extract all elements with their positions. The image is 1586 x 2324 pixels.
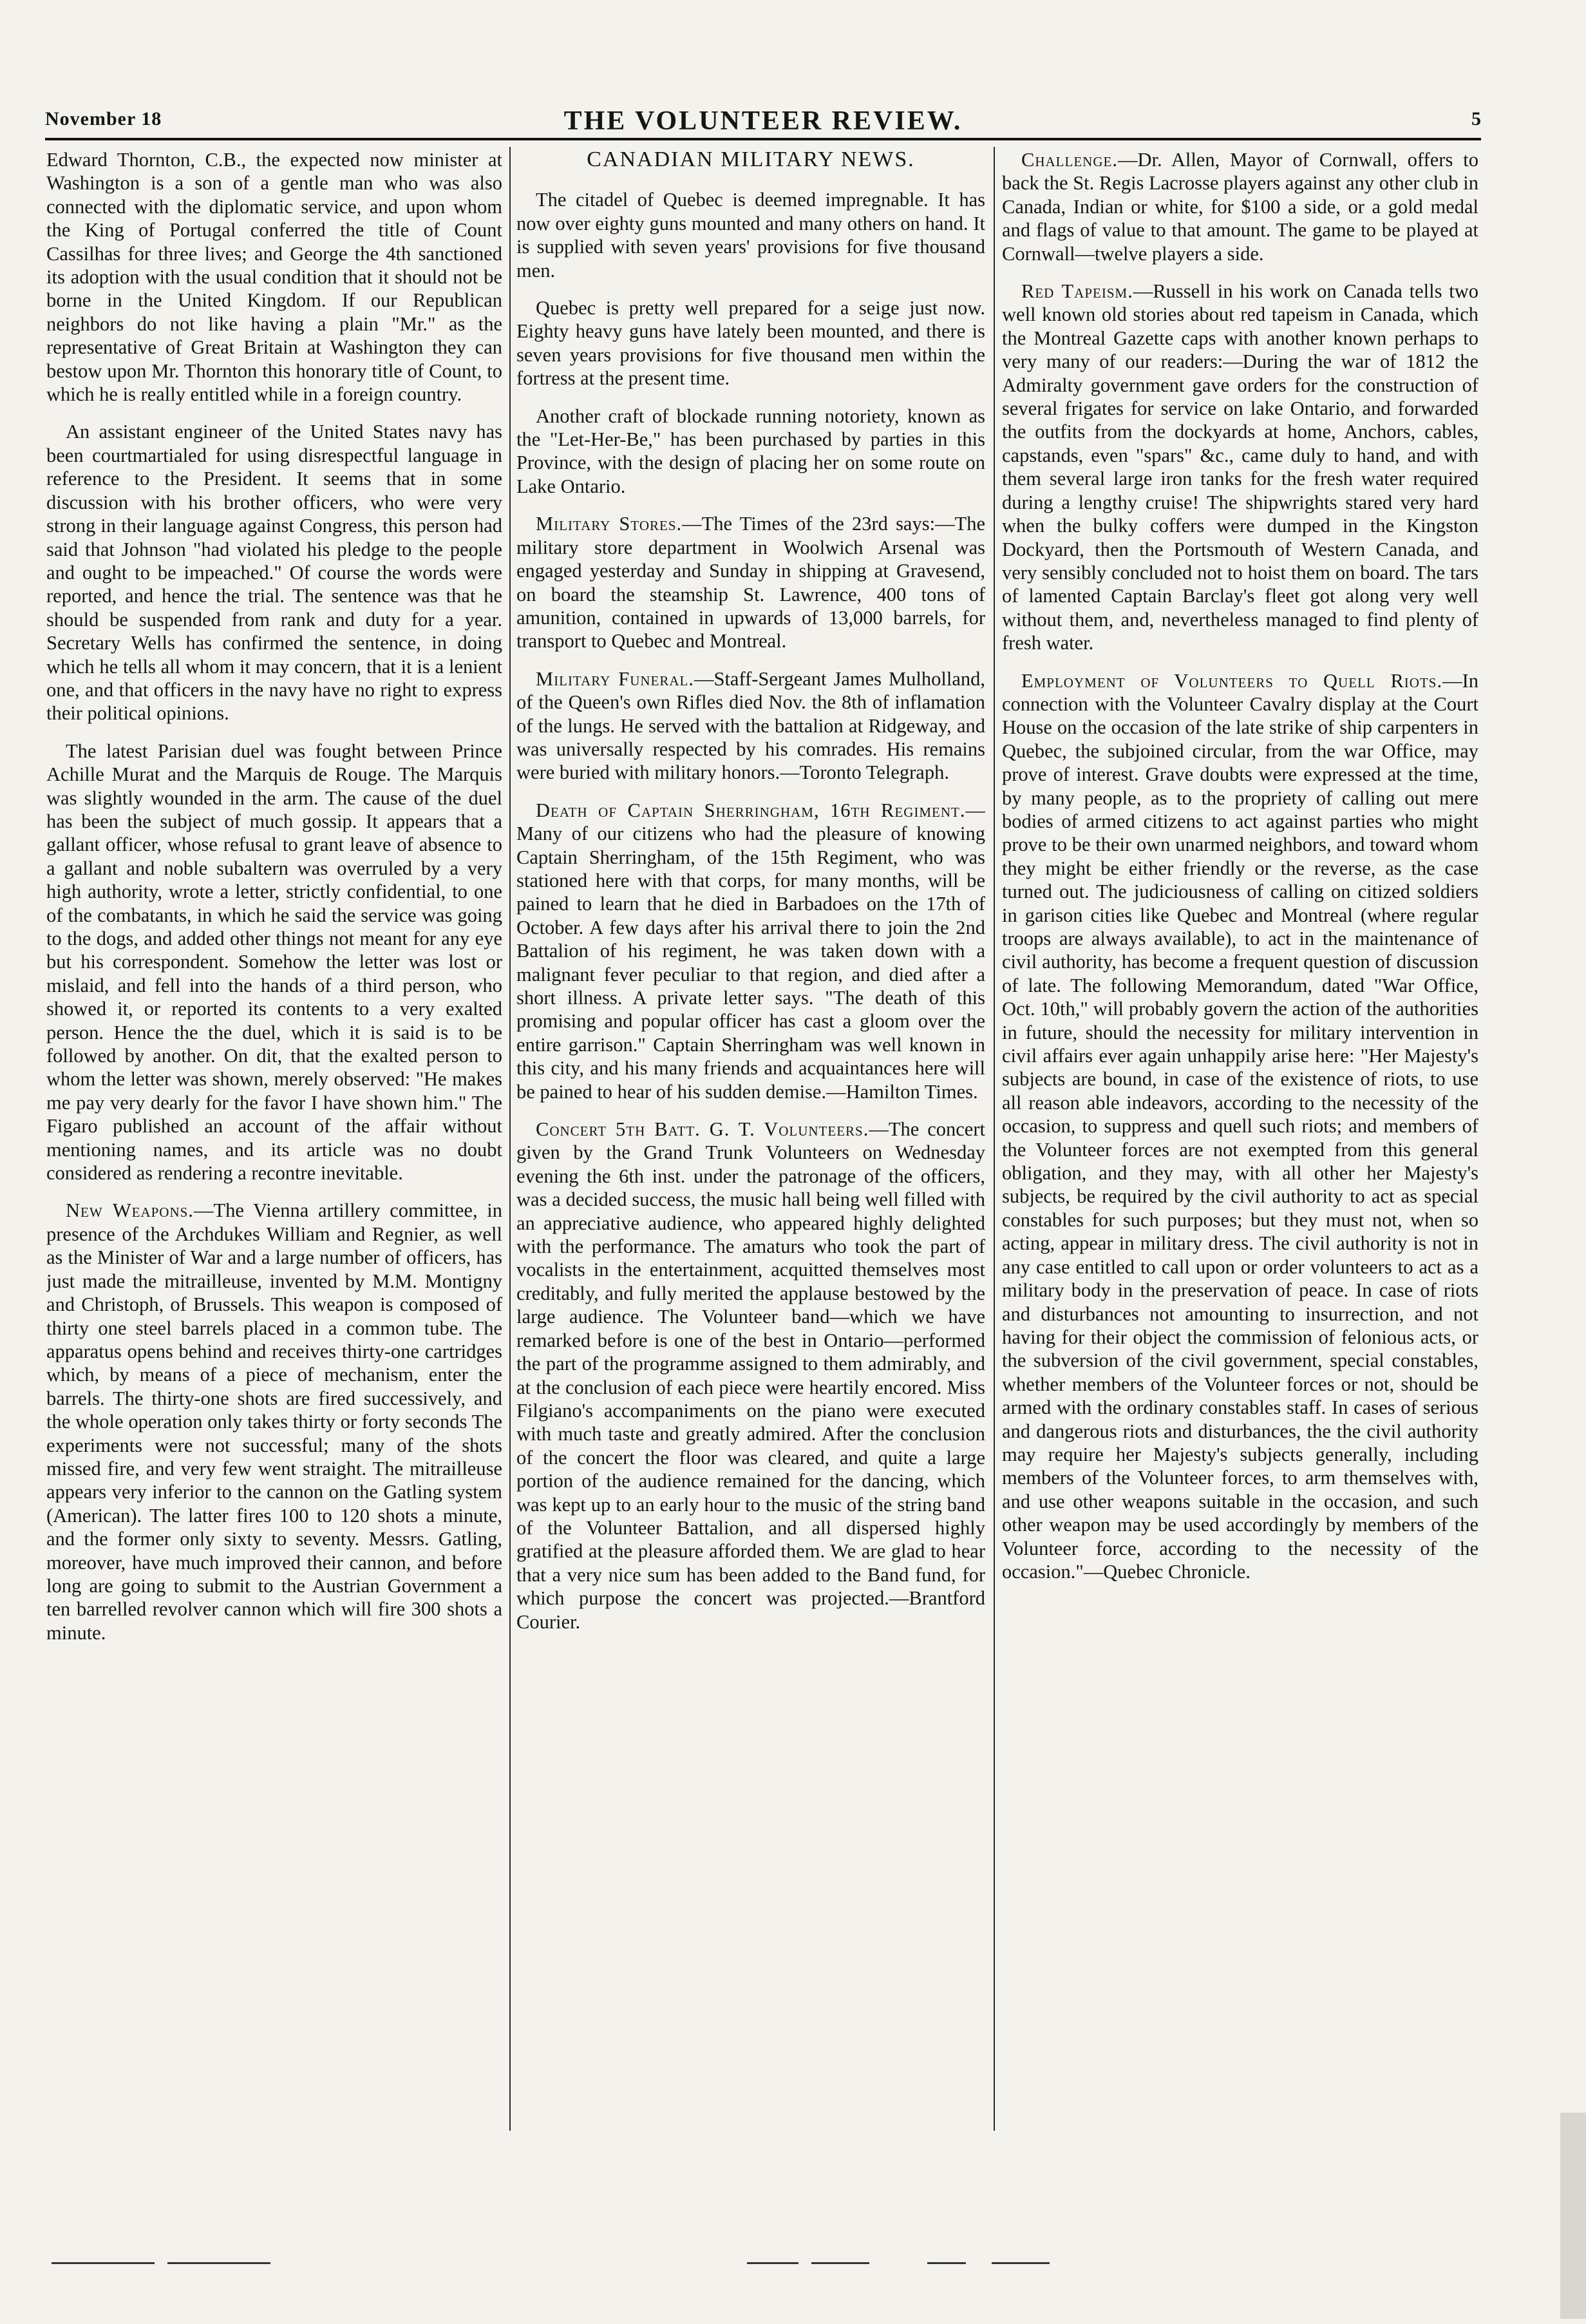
article-quebec-citadel: The citadel of Quebec is deemed impregnable. It has now over eighty guns mounted and many others on hand. It is supplied with seven years' provisions for five thousand men. bbox=[516, 189, 985, 281]
print-marks bbox=[0, 2262, 1586, 2275]
article-heading: Challenge. bbox=[1021, 149, 1118, 171]
masthead-rule bbox=[45, 138, 1481, 140]
issue-date: November 18 bbox=[45, 108, 162, 129]
article-concert bbox=[516, 1118, 985, 1633]
article-heading: Red Tapeism. bbox=[1021, 280, 1133, 303]
article-challenge bbox=[1002, 148, 1478, 265]
article-body: —In connection with the Volunteer Cavalry display at the Court House on the occasion of the late strike of ship carpenters in Quebec, the subjoined circular, from the war Office, may prove of interest. Grave doubts were expressed at the time, by many people, as to the propriety of calling out mere bodies of armed citizens to act against parties who might prove to be their own unarmed neighbors, and toward whom they might be either friendly or the reverse, as the case turned out. The judiciousness of calling on citized soldiers in garison cities like Quebec and Montreal (where regular troops are always available), to act in the maintenance of civil authority, has become a frequent question of discussion of late. The following Memorandum, dated "War Office, Oct. 10th," will probably govern the action of the authorities in future, should the necessity for military intervention in civil affairs ever again unhappily arise here: "Her Majesty's subjects are bound, in case of the existence of riots, to use all reason able indeavors, according to the necessity of the occasion, to suppress and quell such riots; and members of the Volunteer forces are not exempted from this general obligation, and they may, with all other her Majesty's subjects, be required by the civil authority to act as special constables for such purposes; but they must not, when so acting, appear in military dress. The civil authority is not in any case entitled to call upon or order volunteers to act as a military body in the preservation of peace. In case of riots and disturbances not amounting to insurrection, and not having for their object the commission of felonious acts, or the subversion of the civil government, special constables, whether members of the Volunteer forces or not, should be armed with the ordinary constables staff. In cases of serious and dangerous riots and disturbances, the the civil authority may require her Majesty's subjects generally, including members of the Volunteer forces, to arm themselves with, and use other weapons suitable in the occasion, and such other weapon may be used accordingly by members of the Volunteer force, according to the necessity of the occasion."—Quebec Chronicle. bbox=[1002, 669, 1478, 1583]
article-new-weapons bbox=[46, 1199, 502, 1644]
article-body: —Many of our citizens who had the pleasure of knowing Captain Sherringham, of the 15th Regiment, who was stationed here with that corps, for many months, will be pained to learn that he died in Barbadoes on the 17th of October. A few days after his arrival there to join the 2nd Battalion of his regiment, he was taken down with a malignant fever peculiar to that region, and died after a short illness. A private letter says. "The death of this promising and popular officer has cast a gloom over the entire garrison." Captain Sherringham was well known in this city, and his many friends and acquaintances here will be pained to hear of his sudden demise.—Hamilton Times. bbox=[516, 799, 985, 1103]
page-number: 5 bbox=[1471, 108, 1481, 129]
article-quebec-seige: Quebec is pretty well prepared for a seige just now. Eighty heavy guns have lately been mounted, and there is seven years provisions for five thousand men within the fortress at the present time. bbox=[516, 297, 985, 390]
article-heading: Employment of Volunteers to Quell Riots. bbox=[1021, 669, 1443, 692]
scan-edge bbox=[1560, 2113, 1586, 2319]
article-body: —Staff-Sergeant James Mulholland, of the Queen's own Rifles died Nov. the 8th of inflamation of the lungs. He served with the battalion at Ridgeway, and was universally respected by his comrades. His remains were buried with military honors.—Toronto Telegraph. bbox=[516, 667, 985, 784]
article-body: —Russell in his work on Canada tells two well known old stories about red tapeism in Canada, which the Montreal Gazette caps with another known perhaps to very many of our readers:—During the war of 1812 the Admiralty government gave orders for the construction of several frigates for service on lake Ontario, and forwarded the outfits from the dockyards at home, Anchors, cables, capstands, even "spars" &c., came duly to hand, and with them several large iron tanks for the fresh water required during a lengthy cruise! The shipwrights stared very hard when the bulky coffers were dumped in the Kingston Dockyard, then the Portsmouth of Western Canada, and very sensibly concluded not to hoist them on board. The tars of lamented Captain Barclay's fleet got along very well without them, and, nevertheless managed to find plenty of fresh water. bbox=[1002, 280, 1478, 654]
publication-title: THE VOLUNTEER REVIEW. bbox=[563, 106, 963, 136]
article-parisian-duel: The latest Parisian duel was fought between Prince Achille Murat and the Marquis de Rouge. The Marquis was slightly wounded in the arm. The cause of the duel has been the subject of much gossip. It appears that a gallant officer, whose refusal to grant leave of absence to a gallant and noble subaltern was overruled by a very high authority, wrote a letter, strictly confidential, to one of the combatants, in which he said the service was going to the dogs, and added other things not meant for any eye but his correspondent. Somehow the letter was lost or mislaid, and fell into the hands of a third person, who showed it, or reported its contents to a very exalted person. Hence the the duel, which it is said is to be followed by another. On dit, that the exalted person to whom the letter was shown, merely observed: "He makes me pay very dearly for the favor I have shown him." The Figaro published an account of the affair without mentioning names, and its article was no doubt considered as rendering a recontre inevitable. bbox=[46, 739, 502, 1185]
article-body: —The Times of the 23rd says:—The military store department in Woolwich Arsenal was engaged yesterday and Sunday in shipping at Gravesend, on board the steamship St. Lawrence, 400 tons of amunition, contained in upwards of 13,000 barrels, for transport to Quebec and Montreal. bbox=[516, 513, 985, 652]
article-heading: Military Funeral. bbox=[536, 667, 694, 690]
column-2 bbox=[516, 148, 985, 2132]
article-heading: Military Stores. bbox=[536, 513, 683, 535]
article-volunteers-riots bbox=[1002, 669, 1478, 1584]
article-body: —Dr. Allen, Mayor of Cornwall, offers to back the St. Regis Lacrosse players against any other club in Canada, Indian or white, for $100 a side, or a gold medal and flags of value to that amount. The game to be played at Cornwall—twelve players a side. bbox=[1002, 149, 1478, 265]
column-divider bbox=[509, 147, 511, 2131]
article-heading: Concert 5th Batt. G. T. Volunteers. bbox=[536, 1118, 869, 1141]
article-blockade-runner: Another craft of blockade running notoriety, known as the "Let-Her-Be," has been purchased by parties in this Province, with the design of placing her on some route on Lake Ontario. bbox=[516, 405, 985, 497]
masthead bbox=[45, 108, 1481, 137]
column-3 bbox=[1002, 148, 1478, 2132]
section-heading: CANADIAN MILITARY NEWS. bbox=[587, 148, 915, 171]
column-1 bbox=[46, 148, 502, 2132]
article-heading: New Weapons. bbox=[66, 1199, 194, 1222]
article-navy-engineer: An assistant engineer of the United States navy has been courtmartialed for using disrespectful language in reference to the President. It seems that in some discussion with his brother officers, who were very strong in their language against Congress, this person had said that Johnson "had violated his pledge to the people and ought to be impeached." Of course the words were reported, and hence the trial. The sentence was that he should be suspended from rank and duty for a year. Secretary Wells has confirmed the sentence, in doing which he tells all whom it may concern, that it is a lenient one, and that officers in the navy have no right to express their political opinions. bbox=[46, 421, 502, 725]
article-military-funeral bbox=[516, 667, 985, 785]
article-military-stores bbox=[516, 512, 985, 652]
article-red-tapeism bbox=[1002, 280, 1478, 655]
article-body: —The concert given by the Grand Trunk Volunteers on Wednesday evening the 6th inst. under the patronage of the officers, was a decided success, the music hall being well filled with an appreciative audience, who appeared highly delighted with the performance. The amaturs who took the part of vocalists in the entertainment, acquitted themselves most creditably, and fully merited the applause bestowed by the large audience. The Volunteer band—which we have remarked before is one of the best in Ontario—performed the part of the programme assigned to them admirably, and at the conclusion of each piece were heartily encored. Miss Filgiano's accompaniments on the piano were executed with much taste and greatly admired. After the conclusion of the concert the floor was cleared, and quite a large portion of the audience remained for the dancing, which was kept up to an early hour to the music of the string band of the Volunteer Battalion, and all dispersed highly gratified at the pleasure afforded them. We are glad to hear that a very nice sum has been added to the Band fund, for which purpose the concert was projected.—Brantford Courier. bbox=[516, 1118, 985, 1633]
article-body: —The Vienna artillery committee, in presence of the Archdukes William and Regnier, as well as the Minister of War and a large number of officers, has just made the mitrailleuse, invented by M.M. Montigny and Christoph, of Brussels. This weapon is composed of thirty one steel barrels placed in a common tube. The apparatus opens behind and receives thirty-one cartridges which, by means of a piece of mechanism, enter the barrels. The thirty-one shots are fired successively, and the whole operation only takes thirty or forty seconds The experiments were not successful; many of the shots missed fire, and very few went straight. The mitrailleuse appears very inferior to the cannon on the Gatling system (American). The latter fires 100 to 120 shots a minute, and the former only sixty to seventy. Messrs. Gatling, moreover, have much improved their cannon, and before long are going to submit to the Austrian Government a ten barrelled revolver cannon which will fire 300 shots a minute. bbox=[46, 1199, 502, 1644]
article-heading: Death of Captain Sherringham, 16th Regiment. bbox=[536, 799, 966, 821]
column-divider bbox=[994, 147, 995, 2131]
article-death-sherringham bbox=[516, 799, 985, 1103]
article-thornton: Edward Thornton, C.B., the expected now minister at Washington is a son of a gentle man who was also connected with the diplomatic service, and upon whom the King of Portugal conferred the title of Count Cassilhas for three lives; and George the 4th sanctioned its adoption with the usual condition that it should not be borne in the United Kingdom. If our Republican neighbors do not like having a plain "Mr." as the representative of Great Britain at Washington they can bestow upon Mr. Thornton this honorary title of Count, to which he is really entitled while in a foreign country. bbox=[46, 149, 502, 406]
